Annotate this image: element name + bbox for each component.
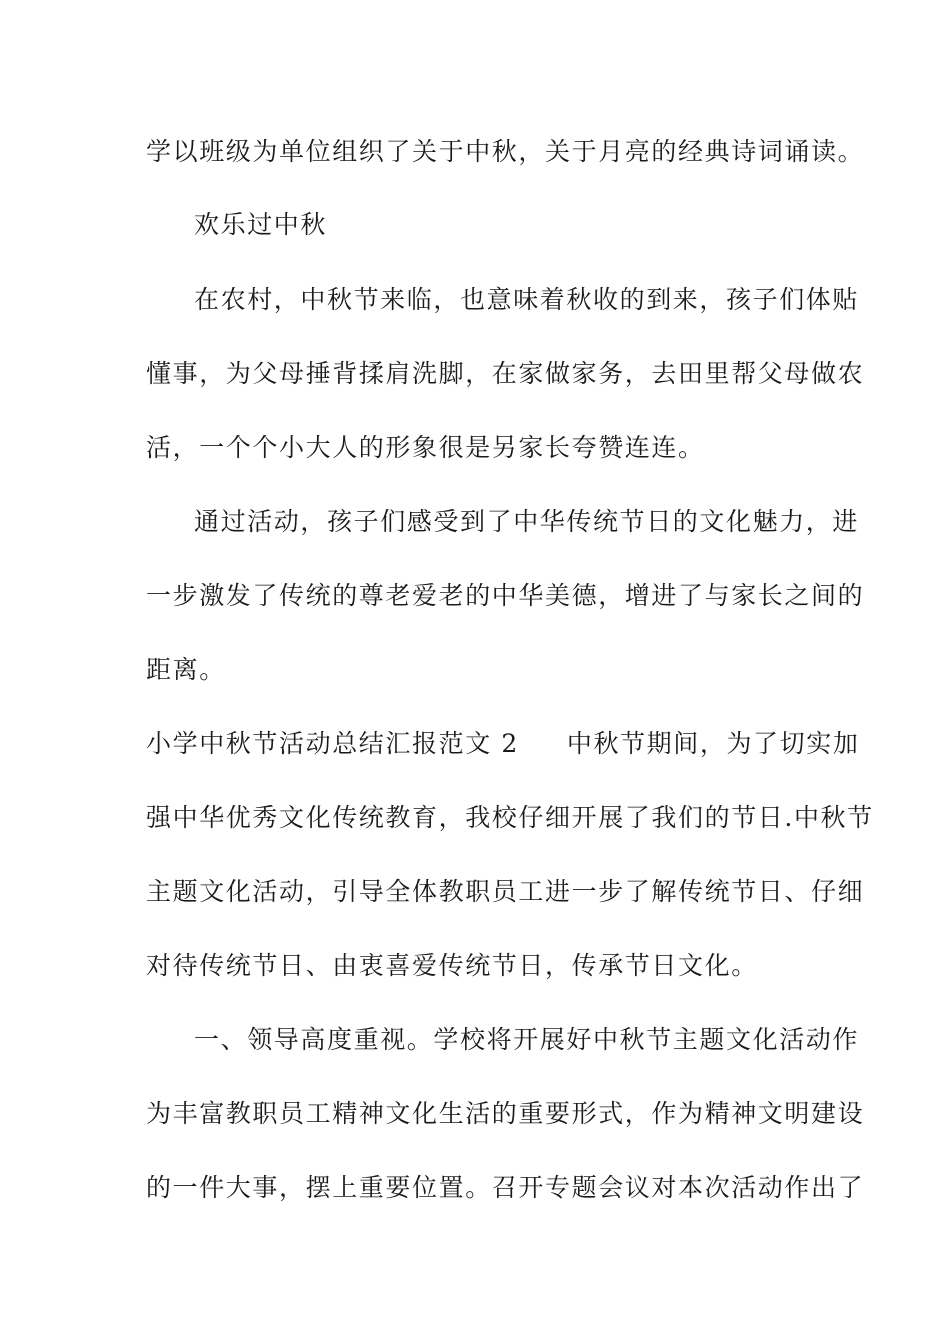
paragraph-line: 中秋节期间，为了切实加 <box>566 729 860 758</box>
paragraph-line: 懂事，为父母捶背揉肩洗脚，在家做家务，去田里帮父母做农 <box>146 359 865 388</box>
paragraph-line: 强中华优秀文化传统教育，我校仔细开展了我们的节日.中秋节 <box>146 803 874 832</box>
section-title-line <box>146 728 860 760</box>
paragraph-line: 的一件大事，摆上重要位置。召开专题会议对本次活动作出了 <box>146 1173 865 1202</box>
paragraph-line: 对待传统节日、由衷喜爱传统节日，传承节日文化。 <box>146 951 758 980</box>
section-title: 小学中秋节活动总结汇报范文 2 <box>146 729 519 758</box>
paragraph-line: 一、领导高度重视。学校将开展好中秋节主题文化活动作 <box>194 1025 860 1054</box>
paragraph-line: 在农村，中秋节来临，也意味着秋收的到来，孩子们体贴 <box>194 285 860 314</box>
paragraph-line: 通过活动，孩子们感受到了中华传统节日的文化魅力，进 <box>194 507 860 536</box>
paragraph-line: 主题文化活动，引导全体教职员工进一步了解传统节日、仔细 <box>146 877 865 906</box>
paragraph-line: 为丰富教职员工精神文化生活的重要形式，作为精神文明建设 <box>146 1099 865 1128</box>
paragraph-line: 活，一个个小大人的形象很是另家长夸赞连连。 <box>146 433 705 462</box>
paragraph-line: 距离。 <box>146 655 226 684</box>
subheading: 欢乐过中秋 <box>194 210 328 239</box>
paragraph-line: 学以班级为单位组织了关于中秋，关于月亮的经典诗词诵读。 <box>146 137 865 166</box>
paragraph-line: 一步激发了传统的尊老爱老的中华美德，增进了与家长之间的 <box>146 581 865 610</box>
